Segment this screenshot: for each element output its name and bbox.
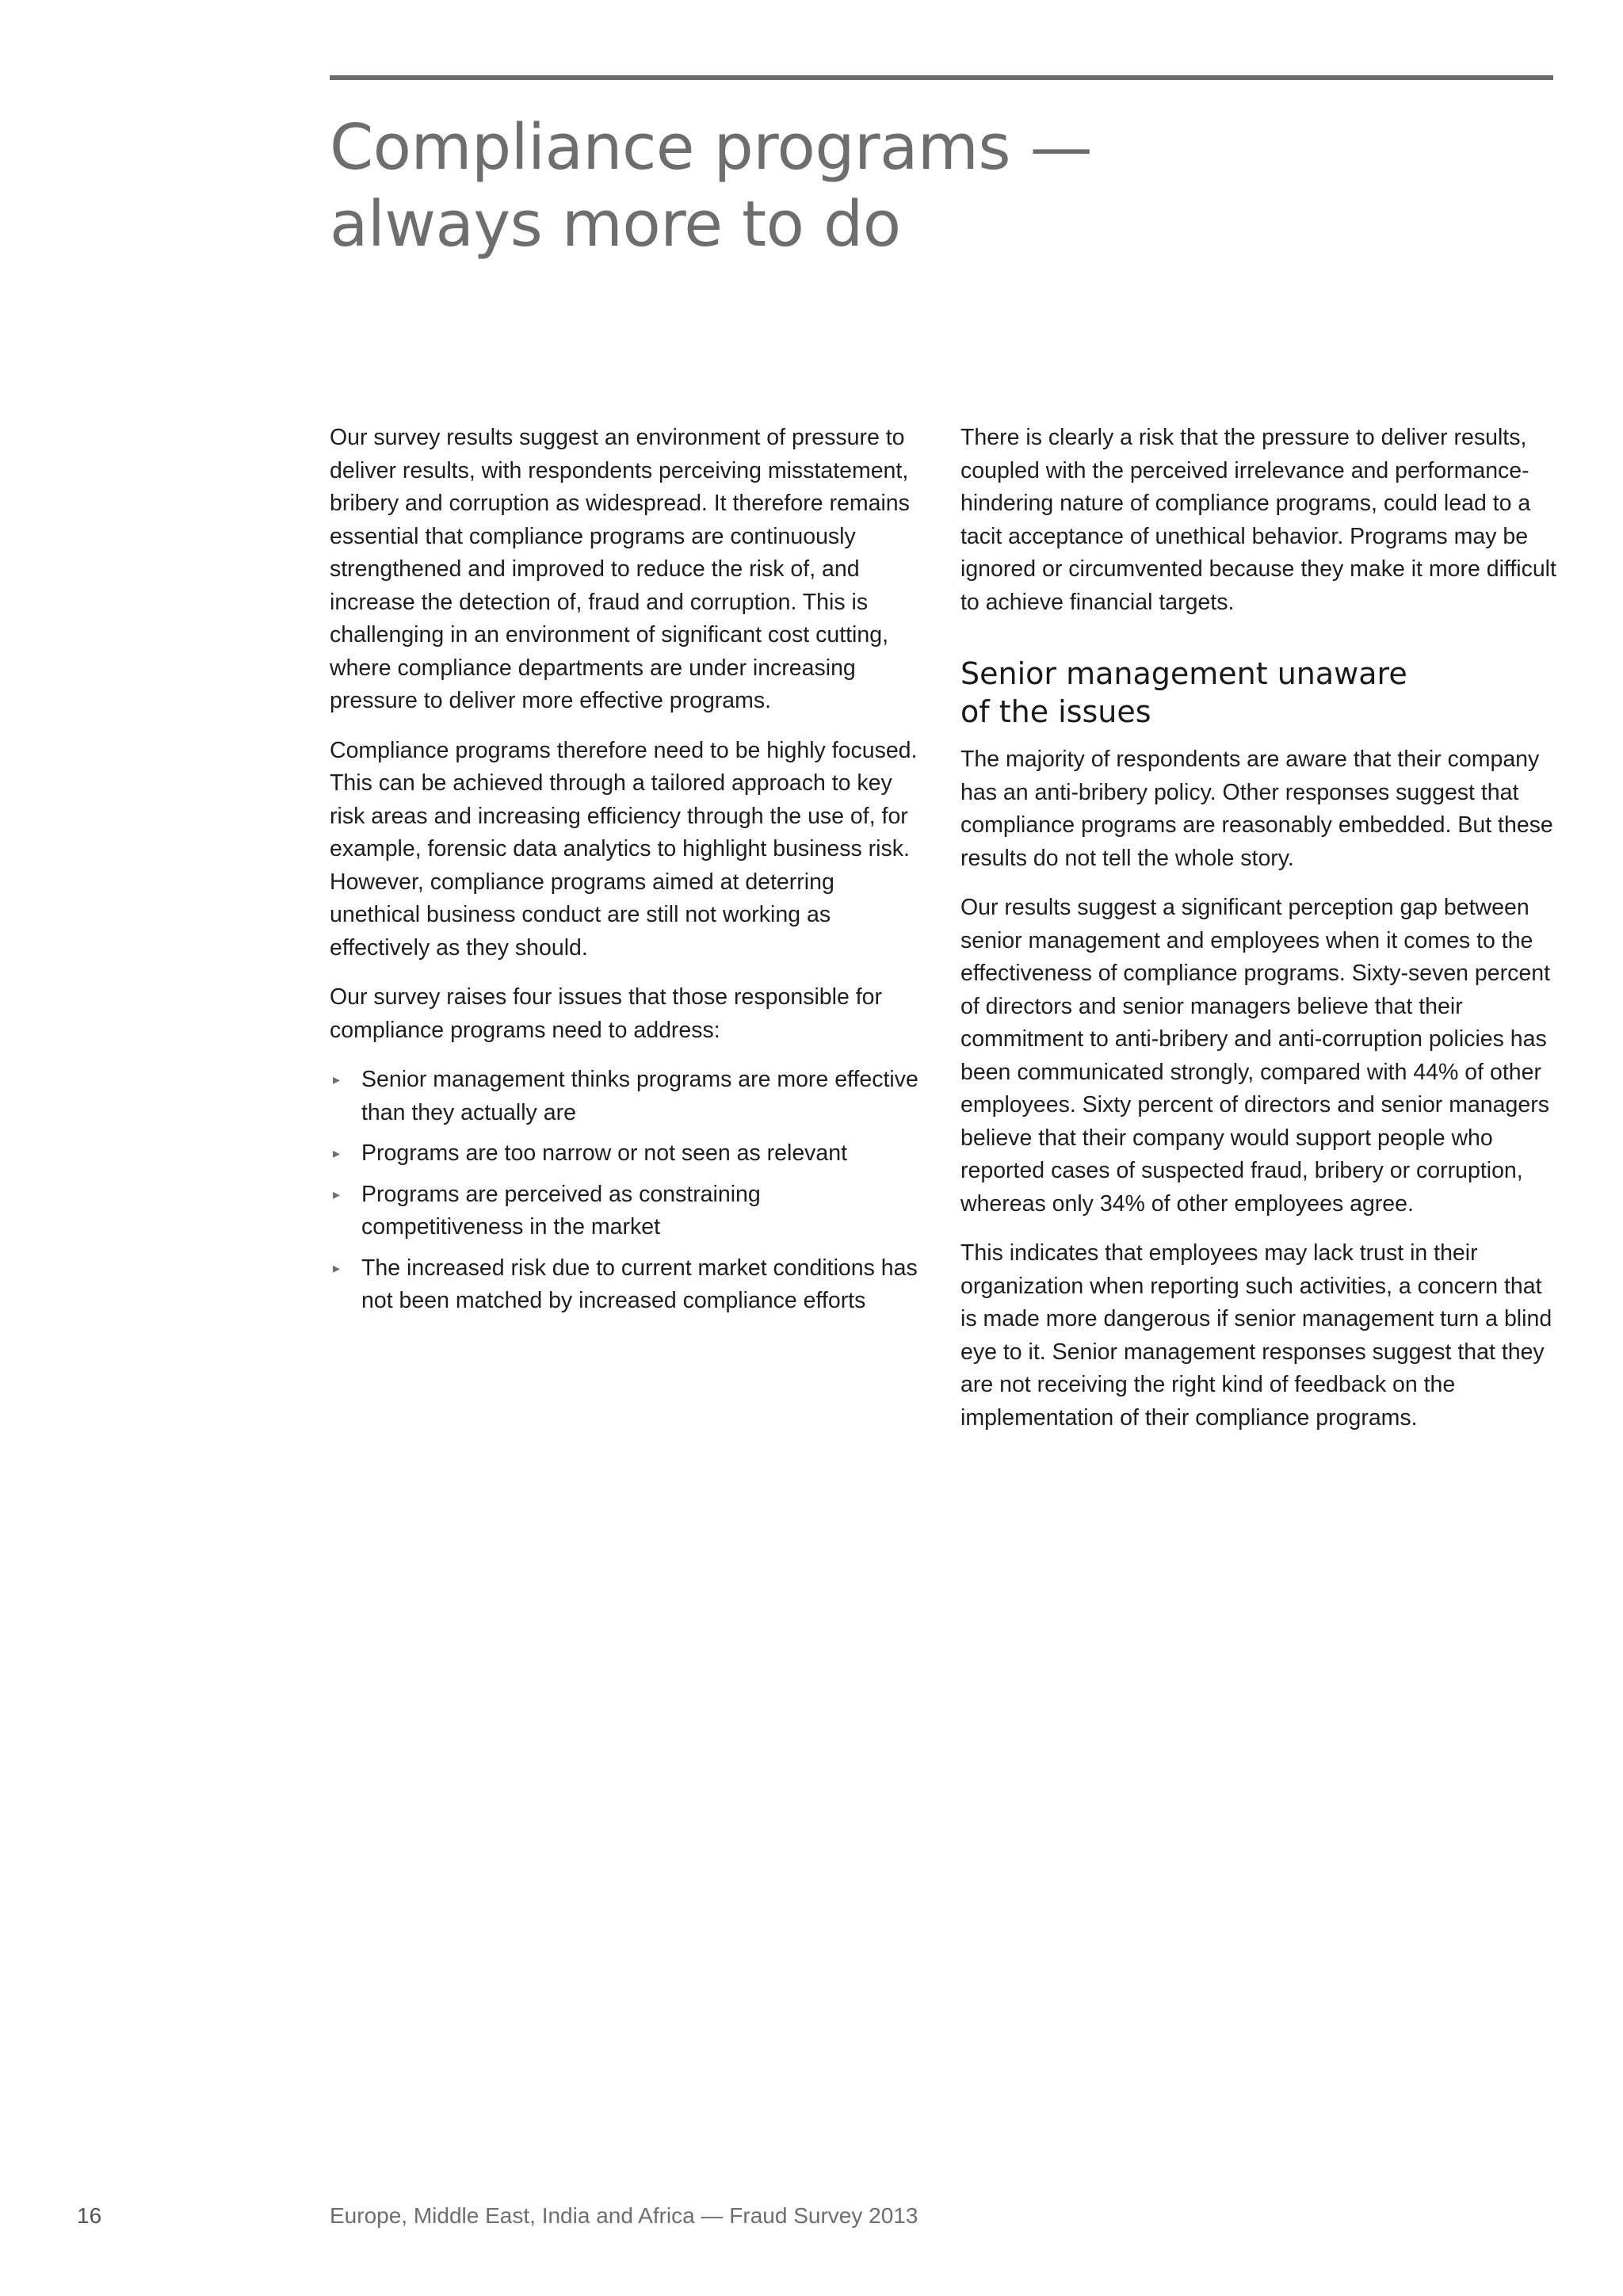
right-paragraph-2: The majority of respondents are aware that their company has an anti-bribery policy. Other responses suggest that compliance programs are reasonably embedded. But these results do not tell the whole story. <box>960 747 1553 871</box>
list-item-text: Programs are too narrow or not seen as relevant <box>361 1140 848 1166</box>
left-paragraph-3: Our survey raises four issues that those responsible for compliance programs need to address: <box>330 984 882 1043</box>
bullet-arrow-icon: ▸ <box>333 1259 341 1276</box>
left-column <box>330 422 926 1326</box>
left-paragraph-1: Our survey results suggest an environment of pressure to deliver results, with respondents perceiving misstatement, bribery and corruption as widespread. It therefore remains essential that compliance programs are continuously strengthened and improved to reduce the risk of, and increase the detection of, fraud and corruption. This is challenging in an environment of significant cost cutting, where compliance departments are under increasing pressure to deliver more effective programs. <box>330 425 910 713</box>
page-number: 16 <box>77 2203 102 2228</box>
page-title <box>330 109 1439 263</box>
left-paragraph-2: Compliance programs therefore need to be highly focused. This can be achieved through a tailored approach to key risk areas and increasing efficiency through the use of, for example, forensic data analytics to highlight business risk. However, compliance programs aimed at deterring unethical business conduct are still not working as effectively as they should. <box>330 737 918 961</box>
bullet-arrow-icon: ▸ <box>333 1072 341 1087</box>
list-item <box>330 1137 926 1171</box>
list-item <box>330 1064 926 1129</box>
right-paragraph-4: This indicates that employees may lack trust in their organization when reporting such activities, a concern that is made more dangerous if senior management turn a blind eye to it. Senior management responses suggest that they are not receiving the right kind of feedback on the implementation of their compliance programs. <box>960 1240 1552 1431</box>
page-title-line-1: Compliance programs — <box>330 111 1093 184</box>
list-item-text: Programs are perceived as constraining competitiveness in the market <box>361 1181 761 1240</box>
page-title-line-2: always more to do <box>330 188 901 261</box>
section-subheading <box>960 655 1556 731</box>
section-subheading-line-2: of the issues <box>960 694 1151 729</box>
list-item-text: The increased risk due to current market conditions has not been matched by increased compliance efforts <box>361 1255 918 1313</box>
top-rule <box>330 75 1553 80</box>
list-item-text: Senior management thinks programs are more effective than they actually are <box>361 1067 918 1125</box>
right-paragraph-1: There is clearly a risk that the pressure to deliver results, coupled with the perceived irrelevance and performance-hindering nature of compliance programs, could lead to a tacit acceptance of unethical behavior. Programs may be ignored or circumvented because they make it more difficult to achieve financial targets. <box>960 425 1556 615</box>
list-item <box>330 1179 926 1244</box>
bullet-arrow-icon: ▸ <box>333 1145 341 1161</box>
list-item <box>330 1252 926 1318</box>
right-paragraph-3: Our results suggest a significant perception gap between senior management and employees when it comes to the effectiveness of compliance programs. Sixty-seven percent of directors and senior managers believe that their commitment to anti-bribery and anti-corruption policies has been communicated strongly, compared with 44% of other employees. Sixty percent of directors and senior managers believe that their company would support people who reported cases of suspected fraud, bribery or corruption, whereas only 34% of other employees agree. <box>960 895 1550 1217</box>
bullet-arrow-icon: ▸ <box>333 1186 341 1202</box>
right-column <box>960 422 1556 1451</box>
section-subheading-line-1: Senior management unaware <box>960 656 1407 691</box>
footer-publication-title: Europe, Middle East, India and Africa — Fraud Survey 2013 <box>330 2203 918 2228</box>
issues-list <box>330 1064 926 1318</box>
